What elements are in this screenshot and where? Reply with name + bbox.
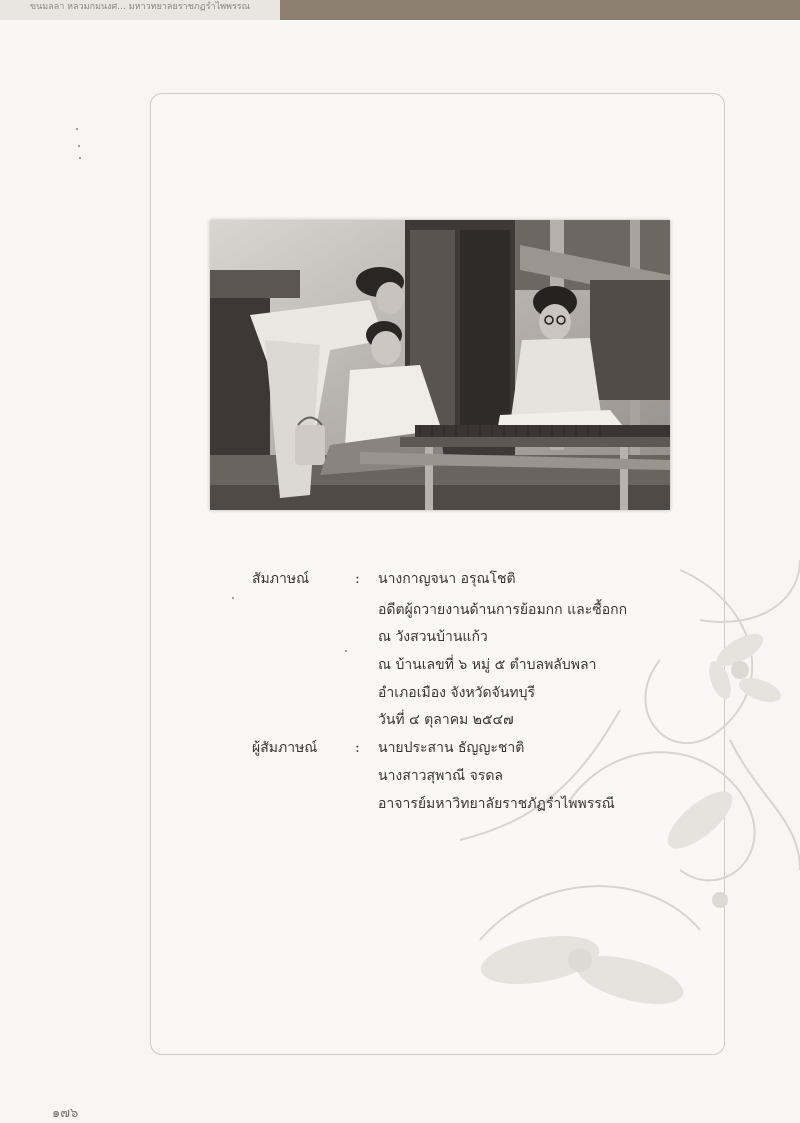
interviewee-line: อำเภอเมือง จังหวัดจันทบุรี: [378, 685, 536, 701]
interview-date: วันที่ ๔ ตุลาคม ๒๕๔๗: [378, 712, 514, 728]
interviewer-line: นางสาวสุพาณี จรดล: [378, 768, 504, 784]
scan-speck: [76, 128, 78, 130]
header-band: [280, 0, 800, 20]
interviewee-line: ณ บ้านเลขที่ ๖ หมู่ ๕ ตำบลพลับพลา: [378, 657, 597, 673]
interviewee-line: ณ วังสวนบ้านแก้ว: [378, 629, 488, 645]
archival-photo: [210, 220, 670, 510]
scan-speck: [78, 145, 80, 147]
interviewer-line: นายประสาน ธัญญะชาติ: [378, 740, 525, 756]
page-number: ๑๗๖: [52, 1106, 79, 1121]
scan-speck: [232, 597, 234, 599]
interviewer-line: อาจารย์มหาวิทยาลัยราชภัฏรำไพพรรณี: [378, 796, 615, 812]
interviewee-name: นางกาญจนา อรุณโชติ: [378, 571, 516, 587]
interviewee-label: สัมภาษณ์: [252, 571, 310, 587]
scan-speck: [345, 650, 347, 652]
photo-illustration: [210, 220, 670, 510]
scan-speck: [79, 157, 81, 159]
interviewee-line: อดีตผู้ถวายงานด้านการย้อมกก และซื้อกก: [378, 602, 628, 618]
interviewer-label: ผู้สัมภาษณ์: [252, 740, 318, 756]
colon: :: [355, 571, 360, 587]
running-header: ขนมลลา หลวมกมนงศ... มหาวทยาลยราชภฏรำไพพรรณ: [0, 0, 280, 20]
colon: :: [355, 740, 360, 756]
